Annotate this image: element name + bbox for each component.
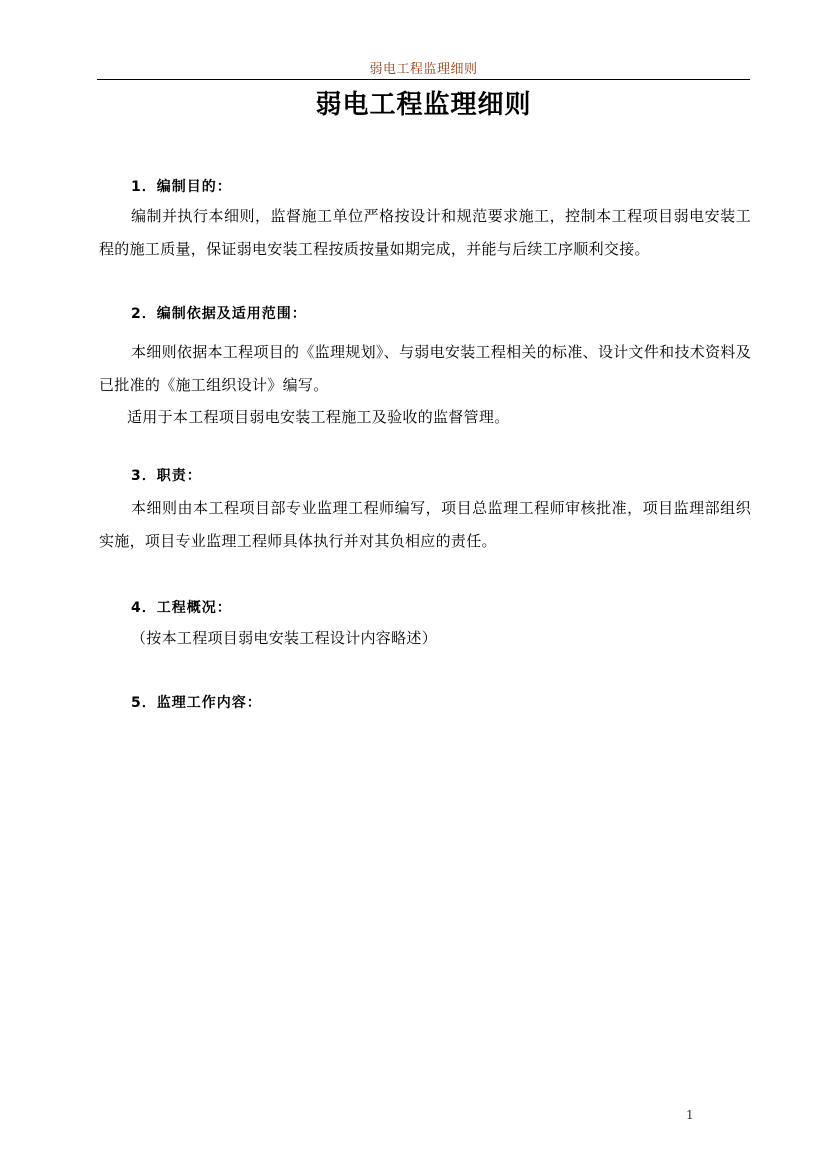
section-1-paragraph: 编制并执行本细则，监督施工单位严格按设计和规范要求施工，控制本工程项目弱电安装工程的施工质量，保证弱电安装工程按质按量如期完成，并能与后续工序顺利交接。 xyxy=(99,207,751,258)
section-2-paragraph-2: 适用于本工程项目弱电安装工程施工及验收的监督管理。 xyxy=(127,408,510,426)
page-number: 1 xyxy=(686,1108,694,1122)
section-heading-4: 4．工程概况： xyxy=(131,600,232,616)
section-heading-1: 1．编制目的： xyxy=(131,179,232,195)
section-3-paragraph: 本细则由本工程项目部专业监理工程师编写，项目总监理工程师审核批准，项目监理部组织实施，项目专业监理工程师具体执行并对其负相应的责任。 xyxy=(99,499,751,550)
section-2-paragraph-1: 本细则依据本工程项目的《监理规划》、与弱电安装工程相关的标准、设计文件和技术资料及已批准的《施工组织设计》编写。 xyxy=(99,343,751,394)
running-header: 弱电工程监理细则 xyxy=(369,62,478,77)
header-rule xyxy=(97,79,750,80)
section-heading-5: 5．监理工作内容： xyxy=(131,695,262,711)
document-title: 弱电工程监理细则 xyxy=(315,90,532,120)
section-heading-3: 3．职责： xyxy=(131,468,202,484)
section-4-paragraph: （按本工程项目弱电安装工程设计内容略述） xyxy=(131,629,438,647)
section-heading-2: 2．编制依据及适用范围： xyxy=(131,306,307,322)
